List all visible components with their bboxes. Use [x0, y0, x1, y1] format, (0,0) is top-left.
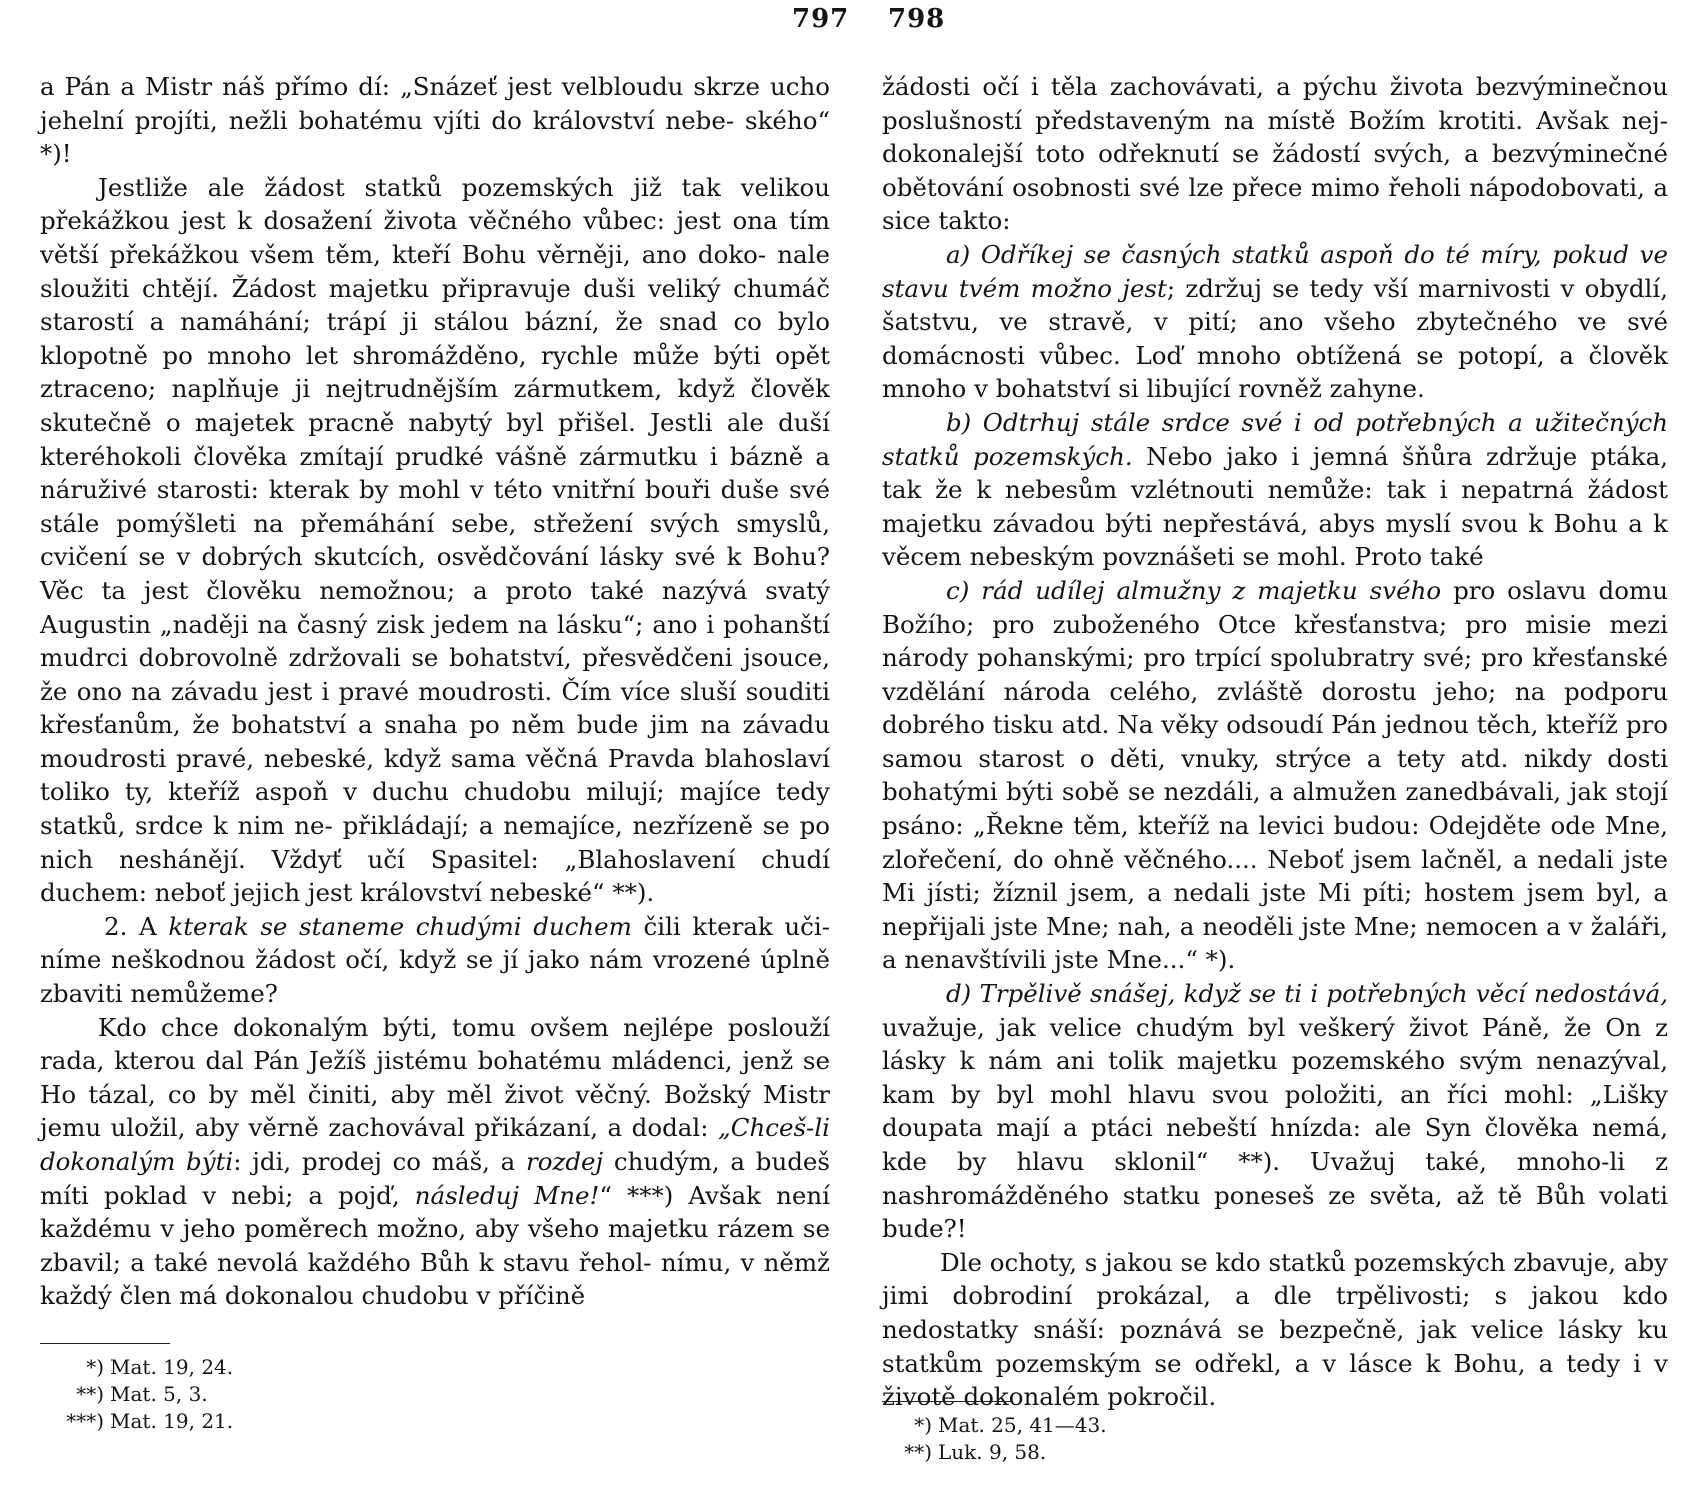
paragraph: Kdo chce dokonalým býti, tomu ovšem nejlépe poslouží rada, kterou dal Pán Ježíš jistému bohatému mládenci, jenž se Ho tázal, co by měl činiti, aby měl život věčný. Božský Mistr jemu uložil, aby věrně zachovával přikázaní, a dodal: „Chceš-li dokonalým býti: jdi, prodej co máš, a rozdej chudým, a budeš míti poklad v nebi; a pojď, následuj Mne!“ ***) Avšak není každému v jeho poměrech možno, aby všeho majetku rázem se zbavil; a také nevolá každého Bůh k stavu řehol- nímu, v němž každý člen má dokonalou chudobu v příčině	[40, 1012, 830, 1311]
list-item-d: d) Trpělivě snášej, když se ti i potřebných věcí nedostává, uvažuje, jak velice chudým byl veškerý život Páně, že On z lásky k nám ani tolik majetku pozemského svým nenazýval, kam by byl mohl hlavu svou položiti, an říci mohl: „Lišky doupata mají a ptáci nebeští hnízda: ale Syn člověka nemá, kde by hlavu sklonil“ **). Uvažuj také, mnoho-li z nashromážděného statku poneseš ze světa, až tě Bůh volati bude?!	[882, 979, 1669, 1244]
footnote-divider	[40, 1343, 170, 1344]
left-footnotes	[40, 1343, 340, 1435]
page-number-right: 798	[888, 4, 946, 34]
paragraph: Dle ochoty, s jakou se kdo statků pozemských zbavuje, aby jimi dobrodiní prokázal, a dle trpělivosti; s jakou kdo nedostatky snáší: poznává se bezpečně, jak velice lásky ku statkům pozemským se odřekl, a v lásce k Bohu, a tedy i v životě dokonalém pokročil.	[882, 1247, 1668, 1412]
paragraph: žádosti očí i těla zachovávati, a pýchu života bezvýminečnou poslušností představeným na místě Božím krotiti. Avšak nej- dokonalejší toto odřeknutí se žádostí svých, a bezvýminečné obětování osobnosti své lze přece mimo řeholi nápodobovati, a sice takto:	[882, 72, 1668, 236]
list-item-a: a) Odříkej se časných statků aspoň do té míry, pokud ve stavu tvém možno jest; zdržuj se tedy vší marnivosti v obydlí, šatstvu, ve stravě, v pití; ano všeho zbytečného ve své domácnosti vůbec. Loď mnoho obtížená se potopí, a člověk mnoho v bohatství si libující rovněž zahyne.	[882, 239, 1668, 404]
list-item-b: b) Odtrhuj stále srdce své i od potřebných a užitečných statků pozemských. Nebo jako i jemná šňůra zdržuje ptáka, tak že k nebesům vzlétnouti nemůže: tak i nepatrná žádost majetku závadou býti nepřestává, abys myslí svou k Bohu a k věcem nebeským povznášeti se mohl. Proto také	[882, 407, 1669, 572]
section-question: 2. A kterak se staneme chudými duchem čili kterak uči- níme neškodnou žádost očí, když se jí jako nám vrozené úplně zbaviti nemůžeme?	[40, 911, 830, 1009]
right-page-text	[882, 70, 1668, 1414]
paragraph: a Pán a Mistr náš přímo dí: „Snázeť jest velbloudu skrze ucho jehelní projíti, nežli bohatému vjíti do království nebe- ského“ *)!	[40, 72, 830, 169]
footnote: **) Luk. 9, 58.	[904, 1440, 1047, 1464]
paragraph: Jestliže ale žádost statků pozemských již tak velikou překážkou jest k dosažení života věčného vůbec: jest ona tím větší překážkou všem těm, kteří Bohu věrněji, ano doko- nale sloužiti chtějí. Žádost majetku připravuje duši veliký chumáč starostí a namáhání; trápí ji stálou bázní, že snad co bylo klopotně po mnoho let shromážděno, rychle může býti opět ztraceno; naplňuje ji nejtrudnějším zármutkem, když člověk skutečně o majetek pracně nabytý byl přišel. Jestli ale duší kteréhokoli člověka zmítají prudké vášně zármutku i bázně a náruživé starosti: kterak by mohl v této vnitřní bouři duše své stále pomýšleti na přemáhání sebe, střežení svých smyslů, cvičení se v dobrých skutcích, osvědčování lásky své k Bohu? Věc ta jest člověku nemožnou; a proto také nazývá svatý Augustin „naději na časný zisk jedem na lásku“; ano i pohanští mudrci dobrovolně zdržovali se bohatství, přesvědčeni jsouce, že ono na závadu jest i pravé moudrosti. Čím více sluší souditi křesťanům, že bohatství a snaha po něm bude jim na závadu moudrosti pravé, nebeské, když sama věčná Pravda blahoslaví toliko ty, kteříž aspoň v duchu chudobu milují; majíce tedy statků, srdce k nim ne- přikládají; a nemajíce, nezřízeně se po nich neshánějí. Vždyť učí Spasitel: „Blahoslavení chudí duchem: neboť jejich jest království nebeské“ **).	[40, 172, 830, 908]
footnote-divider	[882, 1401, 1012, 1402]
right-footnotes	[882, 1401, 1182, 1466]
footnote: *) Mat. 19, 24.	[86, 1355, 234, 1379]
footnote: **) Mat. 5, 3.	[76, 1382, 208, 1406]
footnote: ***) Mat. 19, 21.	[66, 1409, 234, 1433]
list-item-c: c) rád udílej almužny z majetku svého pro oslavu domu Božího; pro zuboženého Otce křesťanstva; pro misie mezi národy pohanskými; pro trpící spolubratry své; pro křesťanské vzdělání národa celého, zvláště dorostu jeho; na podporu dobrého tisku atd. Na věky odsoudí Pán jednou těch, kteříž pro samou starost o děti, vnuky, strýce a tety atd. nikdy dosti bohatými býti sobě se nezdáli, a almužen zanedbávali, jak stojí psáno: „Řekne těm, kteříž na levici budou: Odejděte ode Mne, zlořečení, do ohně věčného.... Neboť jsem lačněl, a nedali jste Mi jísti; žíznil jsem, a nedali jste Mi píti; hostem jsem byl, a nepřijali jste Mne; nah, a neoděli jste Mne; nemocen a v žaláři, a nenavštívili jste Mne...“ *).	[882, 575, 1668, 975]
footnote: *) Mat. 25, 41—43.	[914, 1413, 1107, 1437]
page-number-left: 797	[792, 4, 850, 34]
left-page-text	[40, 70, 830, 1313]
